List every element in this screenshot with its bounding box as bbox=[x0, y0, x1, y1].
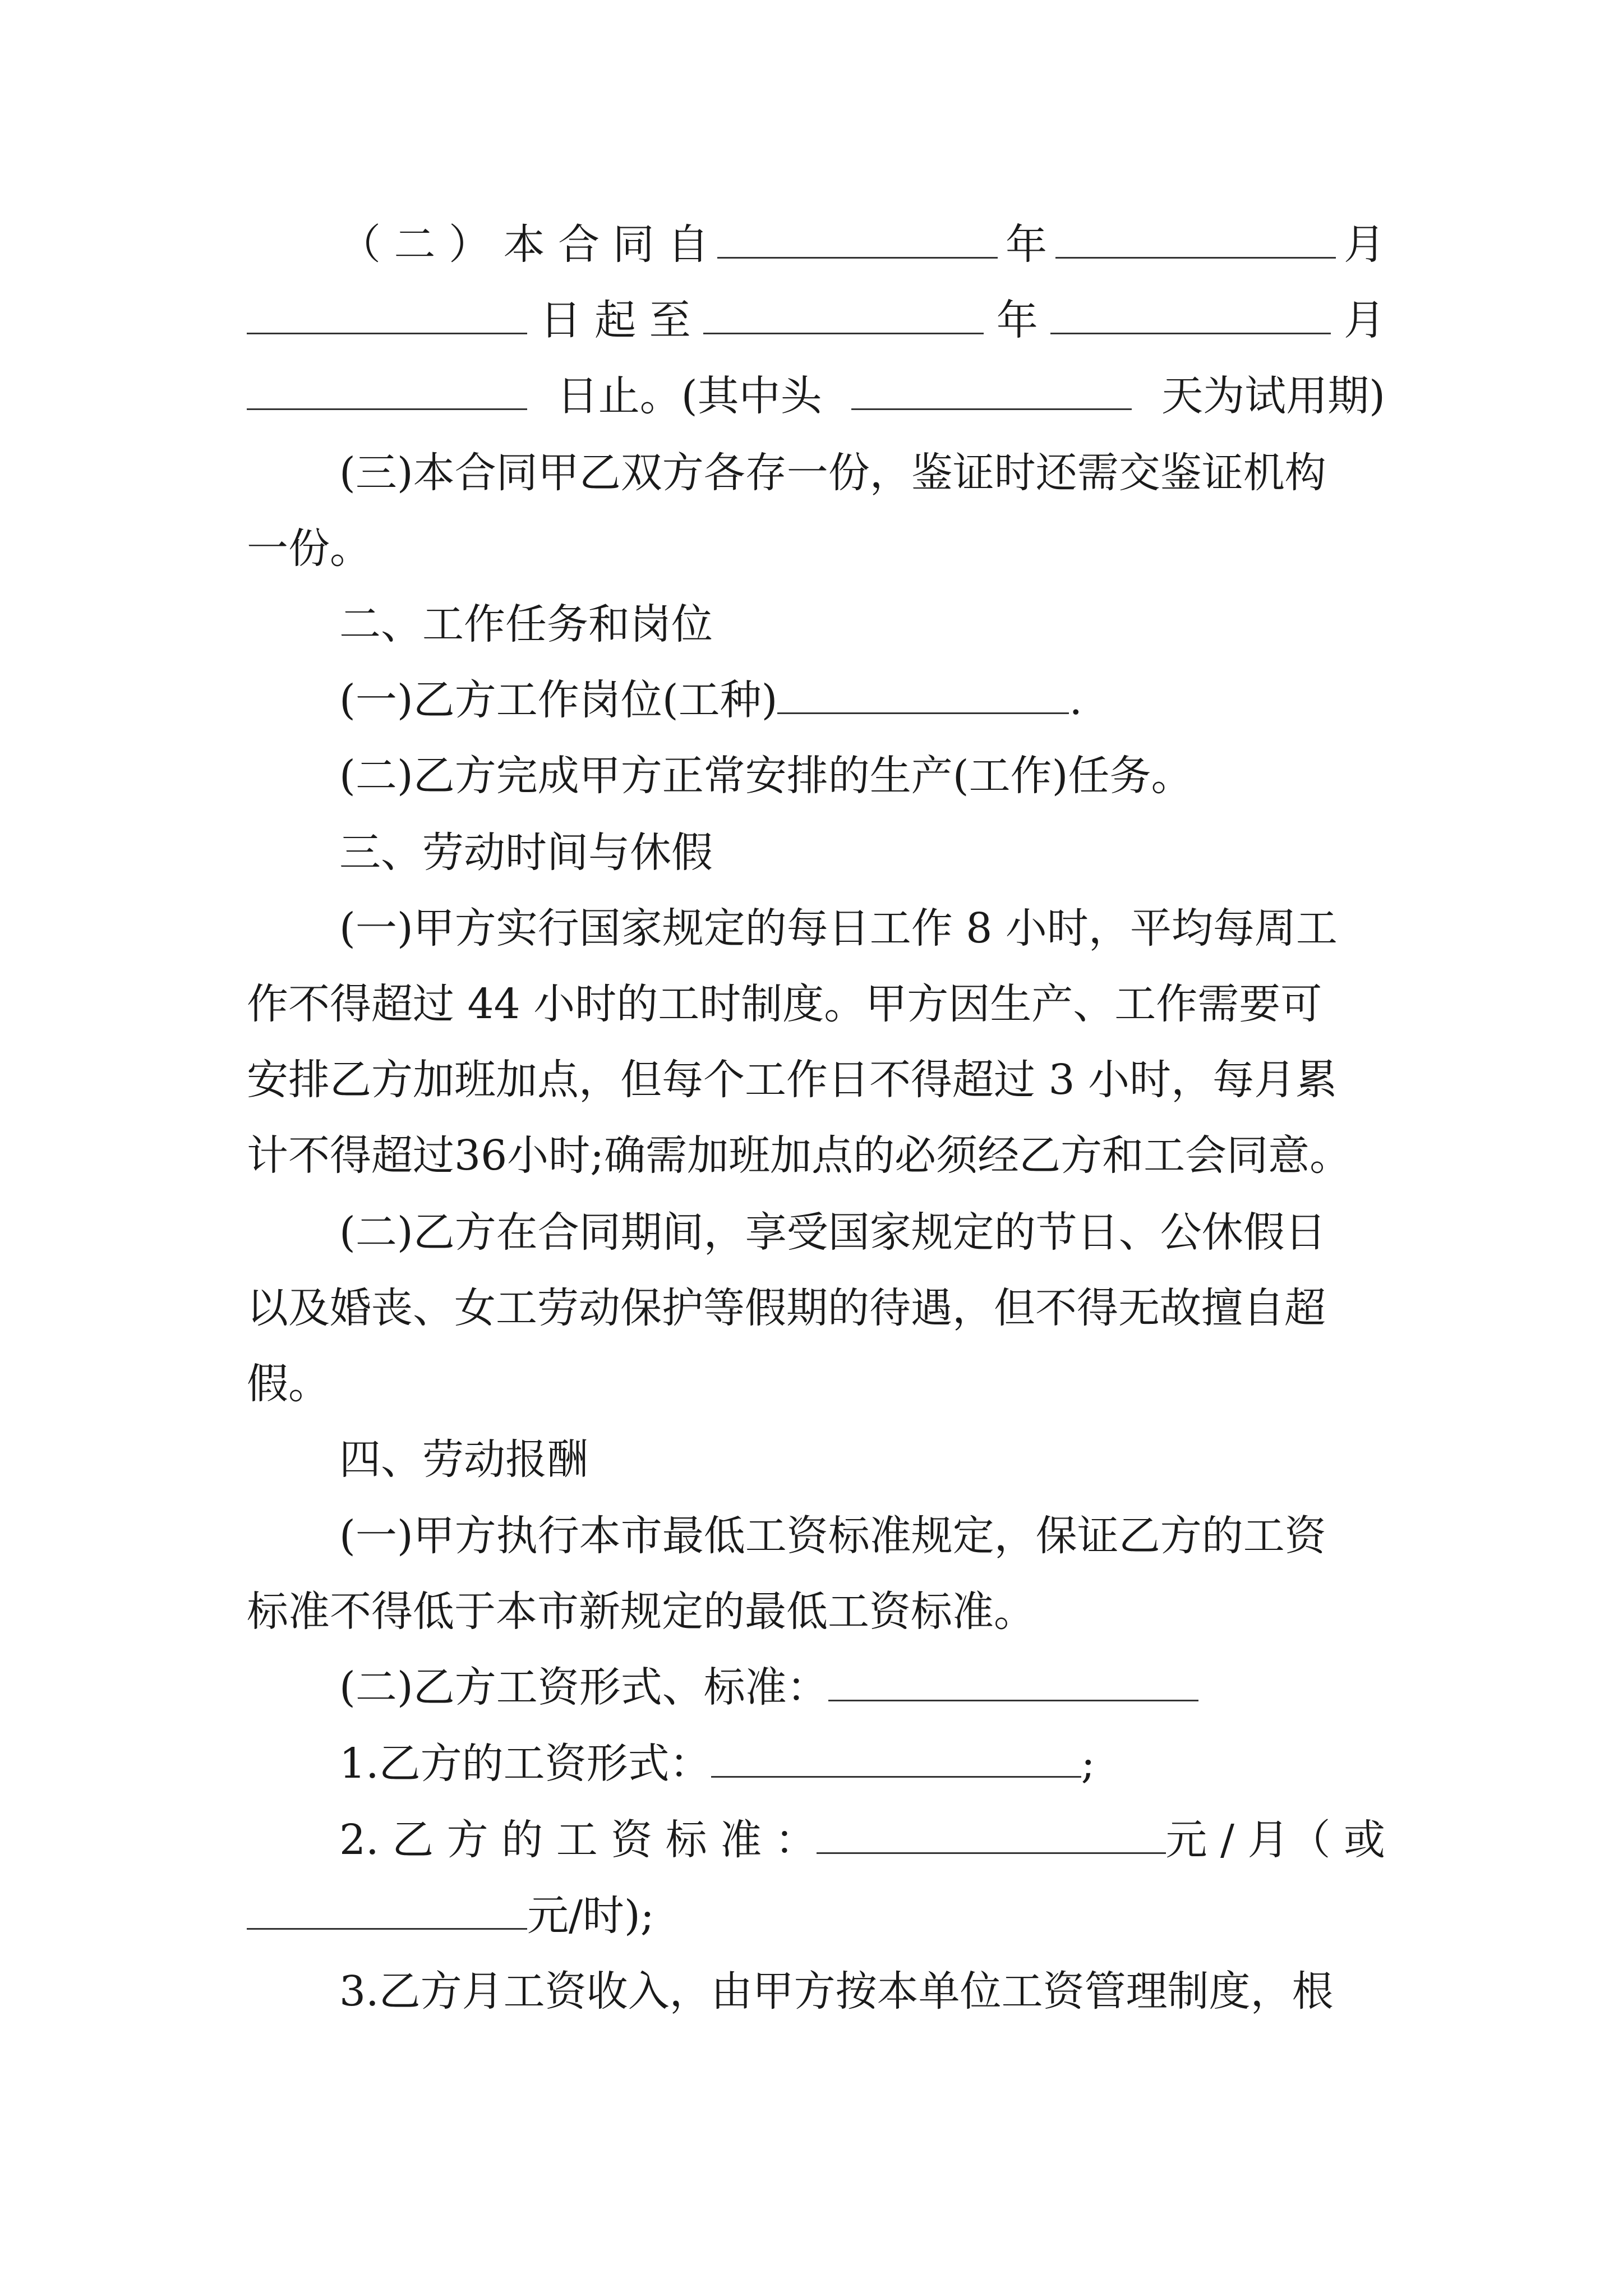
section-heading: 四、劳动报酬 bbox=[339, 1435, 588, 1484]
text-line bbox=[339, 661, 1385, 739]
line-text: 元/时); bbox=[527, 1892, 654, 1940]
text-line: (一)甲方执行本市最低工资标准规定，保证乙方的工资 bbox=[339, 1512, 1326, 1560]
line-text: （ 二 ） 本 合 同 自 bbox=[339, 220, 709, 269]
text-line bbox=[247, 1876, 1385, 1955]
fill-blank[interactable] bbox=[247, 297, 527, 334]
fill-blank[interactable] bbox=[1050, 297, 1331, 334]
line-text: 元 / 月（ 或 bbox=[1165, 1816, 1385, 1864]
text-line: 安排乙方加班加点，但每个工作日不得超过 3 小时，每月累 bbox=[247, 1056, 1338, 1104]
text-line bbox=[339, 1724, 1385, 1803]
line-text: 1.乙方的工资形式： bbox=[339, 1740, 711, 1788]
fill-blank[interactable] bbox=[828, 1664, 1198, 1701]
text-line bbox=[339, 1648, 1385, 1727]
line-text: 年 bbox=[996, 296, 1038, 344]
line-text: (二)乙方工资形式、标准： bbox=[339, 1663, 828, 1711]
fill-blank[interactable] bbox=[703, 297, 984, 334]
text-line: (二)乙方完成甲方正常安排的生产(工作)任务。 bbox=[339, 752, 1193, 800]
text-line: 一份。 bbox=[247, 524, 371, 573]
line-text: 日止。(其中头 bbox=[556, 372, 822, 420]
line-text: 天为试用期) bbox=[1161, 372, 1385, 420]
text-line: 作不得超过 44 小时的工时制度。甲方因生产、工作需要可 bbox=[247, 980, 1322, 1028]
text-line bbox=[247, 357, 1385, 435]
text-line: 假。 bbox=[247, 1360, 330, 1408]
fill-blank[interactable] bbox=[247, 1893, 527, 1930]
section-heading: 三、劳动时间与休假 bbox=[339, 829, 713, 877]
text-line: 计不得超过36小时;确需加班加点的必须经乙方和工会同意。 bbox=[247, 1131, 1352, 1180]
text-line bbox=[339, 1801, 1385, 1879]
fill-blank[interactable] bbox=[777, 677, 1069, 714]
text-line: 标准不得低于本市新规定的最低工资标准。 bbox=[247, 1588, 1035, 1636]
fill-blank[interactable] bbox=[711, 1741, 1081, 1778]
text-line: (二)乙方在合同期间，享受国家规定的节日、公休假日 bbox=[339, 1208, 1326, 1257]
line-text: 2. 乙 方 的 工 资 标 准 ： bbox=[339, 1816, 817, 1864]
fill-blank[interactable] bbox=[817, 1817, 1166, 1854]
line-text: 月 bbox=[1343, 296, 1385, 344]
text-line: (三)本合同甲乙双方各存一份，鉴证时还需交鉴证机构 bbox=[339, 449, 1326, 497]
text-line bbox=[247, 281, 1385, 360]
text-line: (一)甲方实行国家规定的每日工作 8 小时，平均每周工 bbox=[339, 904, 1338, 953]
section-heading: 二、工作任务和岗位 bbox=[339, 600, 713, 648]
text-line: 3.乙方月工资收入，由甲方按本单位工资管理制度，根 bbox=[339, 1967, 1334, 2016]
text-line bbox=[339, 205, 1385, 284]
line-text: (一)乙方工作岗位(工种) bbox=[339, 676, 778, 724]
fill-blank[interactable] bbox=[247, 373, 527, 410]
text-line: 以及婚丧、女工劳动保护等假期的待遇，但不得无故擅自超 bbox=[247, 1284, 1326, 1332]
line-text: . bbox=[1069, 676, 1083, 724]
fill-blank[interactable] bbox=[1055, 222, 1336, 259]
line-text: ; bbox=[1081, 1740, 1095, 1788]
line-text: 年 bbox=[1006, 220, 1048, 269]
fill-blank[interactable] bbox=[851, 373, 1132, 410]
fill-blank[interactable] bbox=[717, 222, 998, 259]
line-text: 日 起 至 bbox=[540, 296, 691, 344]
line-text: 月 bbox=[1343, 220, 1385, 269]
